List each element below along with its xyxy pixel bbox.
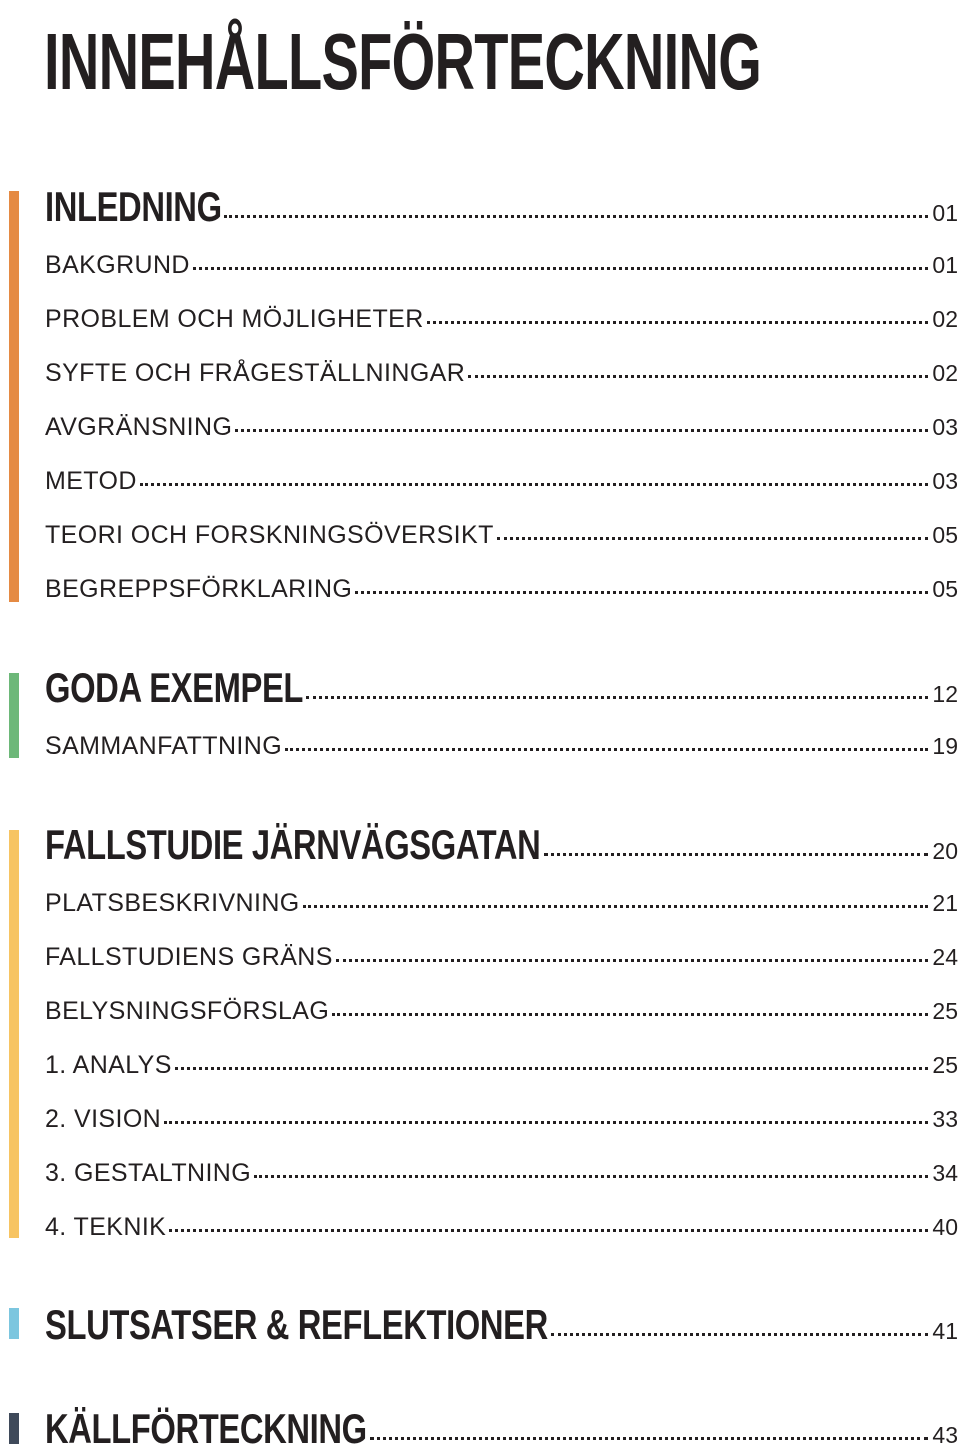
dot-leader [169, 1229, 928, 1232]
toc-entry-begreppsforklaring[interactable] [45, 575, 958, 604]
toc-entry-label: SLUTSATSER & REFLEKTIONER [45, 1301, 548, 1348]
toc-entry-page: 24 [932, 944, 958, 970]
toc-entry-slutsatser[interactable] [45, 1301, 958, 1349]
toc-entry-analys[interactable] [45, 1051, 958, 1080]
toc-entry-page: 01 [932, 252, 958, 278]
toc-entry-page: 41 [932, 1318, 958, 1344]
dot-leader [140, 483, 929, 486]
toc-entry-label: FALLSTUDIENS GRÄNS [45, 943, 333, 971]
dot-leader [551, 1333, 929, 1336]
dot-leader [303, 905, 929, 908]
toc-entry-page: 03 [932, 414, 958, 440]
toc-entry-goda-exempel[interactable] [45, 664, 958, 712]
page-title: INNEHÅLLSFÖRTECKNING [44, 17, 762, 106]
dot-leader [497, 537, 929, 540]
toc-entry-label: BAKGRUND [45, 251, 190, 279]
toc-entry-page: 01 [932, 200, 958, 226]
toc-entry-label: FALLSTUDIE JÄRNVÄGSGATAN [45, 821, 541, 868]
toc-entry-page: 02 [932, 306, 958, 332]
toc-entry-page: 25 [932, 1052, 958, 1078]
toc-entry-label: METOD [45, 467, 137, 495]
toc-entry-page: 20 [932, 838, 958, 864]
dot-leader [427, 321, 929, 324]
toc-entry-page: 25 [932, 998, 958, 1024]
toc-entry-label: 2. VISION [45, 1105, 162, 1133]
toc-entry-problem[interactable] [45, 305, 958, 334]
toc-entry-teori[interactable] [45, 521, 958, 550]
toc-entry-teknik[interactable] [45, 1213, 958, 1242]
toc-entry-page: 34 [932, 1160, 958, 1186]
toc-entry-page: 19 [932, 733, 958, 759]
section-color-bar-slutsatser [9, 1308, 19, 1339]
toc-entry-label: BEGREPPSFÖRKLARING [45, 575, 353, 603]
toc-entry-vision[interactable] [45, 1105, 958, 1134]
dot-leader [370, 1437, 928, 1440]
dot-leader [544, 853, 929, 856]
toc-entry-label: SYFTE OCH FRÅGESTÄLLNINGAR [45, 359, 466, 387]
toc-entry-page: 02 [932, 360, 958, 386]
toc-entry-bakgrund[interactable] [45, 251, 958, 280]
toc-entry-label: 4. TEKNIK [45, 1213, 167, 1241]
toc-entry-label: BELYSNINGSFÖRSLAG [45, 997, 330, 1025]
toc-entry-label: PLATSBESKRIVNING [45, 889, 300, 917]
toc-entry-page: 05 [932, 576, 958, 602]
dot-leader [336, 959, 929, 962]
dot-leader [224, 215, 928, 218]
toc-entry-page: 03 [932, 468, 958, 494]
section-color-bar-fallstudie [9, 830, 19, 1238]
section-color-bar-kallforteckning [9, 1413, 19, 1444]
toc-entry-gestaltning[interactable] [45, 1159, 958, 1188]
section-color-bar-inledning [9, 191, 19, 602]
toc-entry-page: 05 [932, 522, 958, 548]
toc-entry-belysningsforslag[interactable] [45, 997, 958, 1026]
toc-entry-fallstudie[interactable] [45, 821, 958, 869]
toc-entry-page: 33 [932, 1106, 958, 1132]
dot-leader [468, 375, 928, 378]
toc-entry-syfte[interactable] [45, 359, 958, 388]
dot-leader [175, 1067, 929, 1070]
toc-entry-label: INLEDNING [45, 183, 222, 230]
toc-entry-page: 12 [932, 681, 958, 707]
toc-entry-label: GODA EXEMPEL [45, 664, 304, 711]
toc-entry-label: 1. ANALYS [45, 1051, 172, 1079]
toc-entry-metod[interactable] [45, 467, 958, 496]
dot-leader [235, 429, 928, 432]
toc-entry-page: 43 [932, 1422, 958, 1448]
toc-entry-platsbeskrivning[interactable] [45, 889, 958, 918]
toc-entry-label: KÄLLFÖRTECKNING [45, 1405, 367, 1452]
toc-entry-sammanfattning[interactable] [45, 732, 958, 761]
toc-entry-label: SAMMANFATTNING [45, 732, 283, 760]
dot-leader [306, 696, 929, 699]
dot-leader [355, 591, 928, 594]
dot-leader [193, 267, 929, 270]
dot-leader [285, 748, 928, 751]
toc-entry-kallforteckning[interactable] [45, 1405, 958, 1453]
toc-entry-avgransning[interactable] [45, 413, 958, 442]
toc-entry-page: 40 [932, 1214, 958, 1240]
section-color-bar-goda-exempel [9, 673, 19, 758]
toc-entry-label: AVGRÄNSNING [45, 413, 233, 441]
toc-entry-page: 21 [932, 890, 958, 916]
toc-entry-label: PROBLEM OCH MÖJLIGHETER [45, 305, 424, 333]
toc-entry-fallstudiens-grans[interactable] [45, 943, 958, 972]
dot-leader [164, 1121, 928, 1124]
toc-entry-label: 3. GESTALTNING [45, 1159, 252, 1187]
dot-leader [254, 1175, 928, 1178]
dot-leader [332, 1013, 928, 1016]
toc-entry-inledning[interactable] [45, 183, 958, 231]
toc-entry-label: TEORI OCH FORSKNINGSÖVERSIKT [45, 521, 494, 549]
